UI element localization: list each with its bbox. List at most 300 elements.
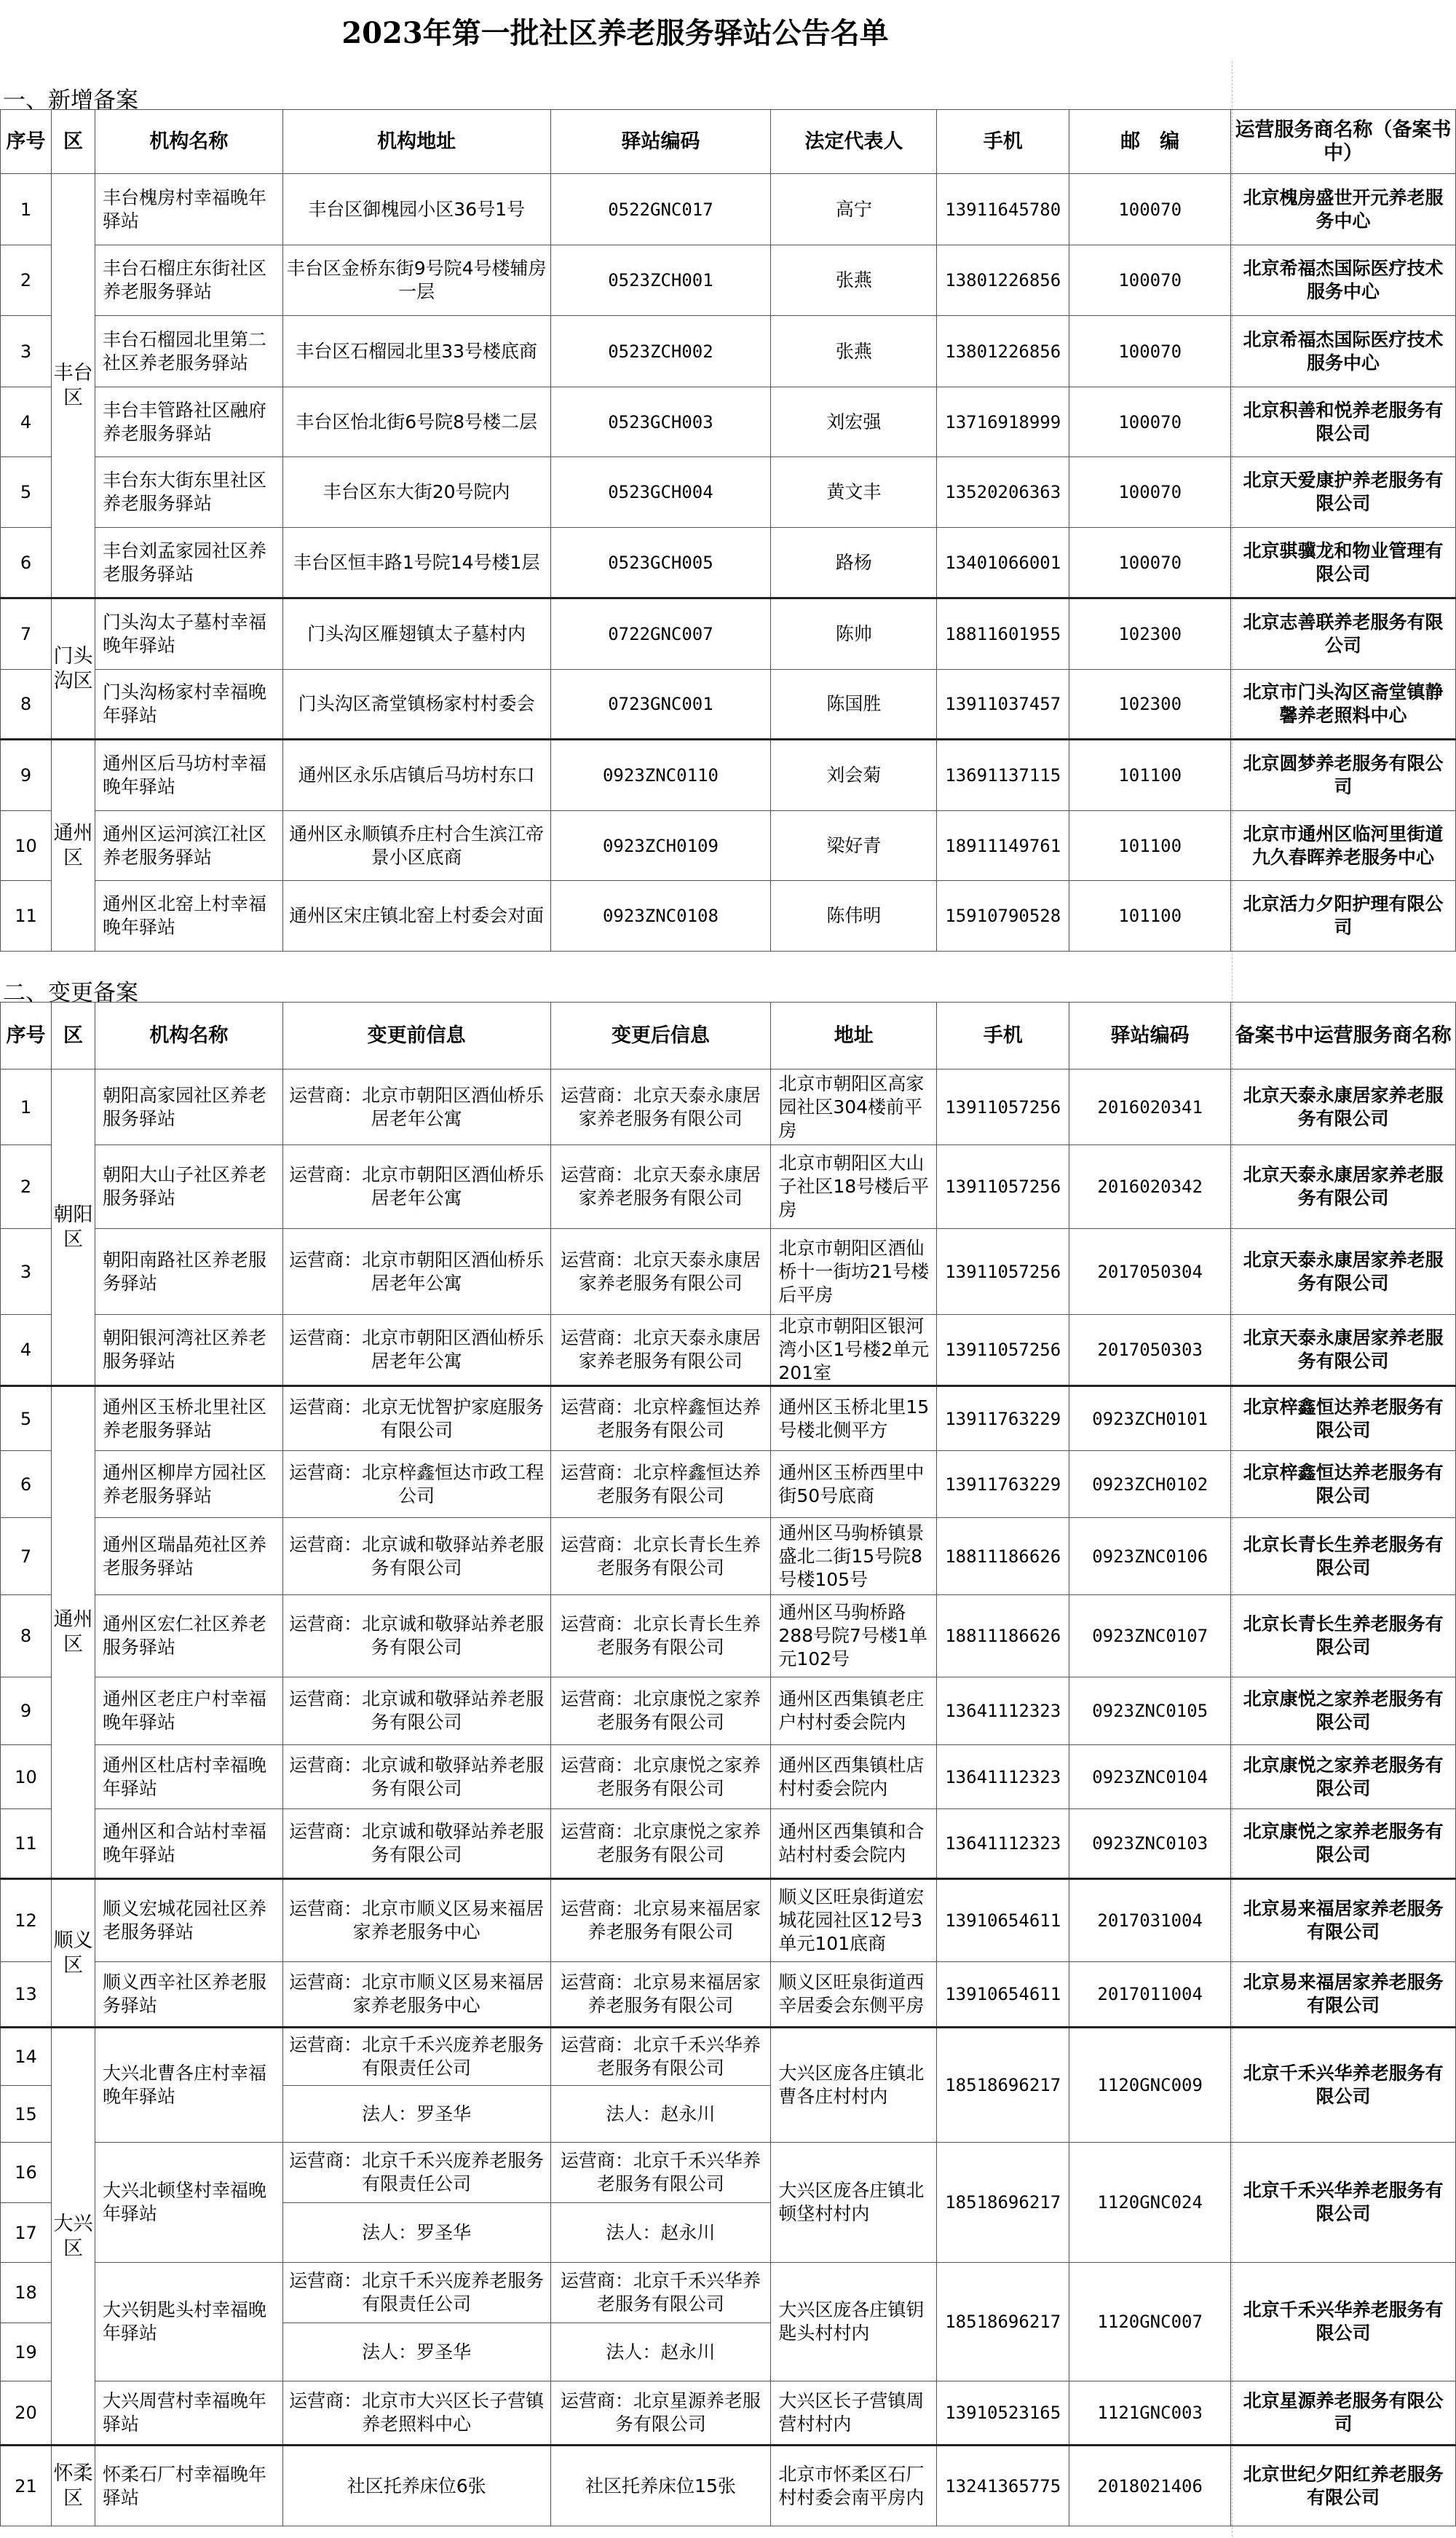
info-before-change: 运营商：北京诚和敬驿站养老服务有限公司 [282,1518,550,1595]
column-header: 手机 [937,110,1069,174]
postal-code: 101100 [1069,881,1231,952]
legal-representative: 陈帅 [771,598,937,670]
row-number: 6 [1,528,52,598]
info-before-change: 法人：罗圣华 [282,2086,550,2143]
station-code: 0523GCH004 [550,457,771,528]
column-header: 区 [51,110,95,174]
operator-name: 北京骐骥龙和物业管理有限公司 [1231,528,1456,598]
station-code: 2017011004 [1069,1962,1231,2028]
column-header: 地址 [771,1003,937,1070]
table-row [1,528,1456,598]
phone-number: 13911645780 [937,174,1069,245]
phone-number: 13910654611 [937,1879,1069,1962]
column-header: 备案书中运营服务商名称 [1231,1003,1456,1070]
phone-number: 18518696217 [937,2028,1069,2143]
station-code: 0923ZNC0103 [1069,1809,1231,1879]
district-cell: 丰台区 [51,174,95,598]
info-after-change: 运营商：北京长青长生养老服务有限公司 [550,1595,771,1677]
info-after-change: 运营商：北京千禾兴华养老服务有限公司 [550,2028,771,2086]
info-before-change: 运营商：北京诚和敬驿站养老服务有限公司 [282,1595,550,1677]
table-row [1,740,1456,811]
org-name: 通州区玉桥北里社区养老服务驿站 [95,1386,282,1451]
org-name: 门头沟太子墓村幸福晚年驿站 [95,598,282,670]
postal-code: 100070 [1069,528,1231,598]
legal-representative: 刘宏强 [771,387,937,457]
station-code: 0923ZNC0104 [1069,1745,1231,1809]
info-before-change: 法人：罗圣华 [282,2203,550,2263]
operator-name: 北京活力夕阳护理有限公司 [1231,881,1456,952]
org-address: 丰台区怡北街6号院8号楼二层 [282,387,550,457]
row-number: 4 [1,387,52,457]
table-row [1,457,1456,528]
column-header: 变更后信息 [550,1003,771,1070]
org-name: 怀柔石厂村幸福晚年驿站 [95,2446,282,2526]
org-name: 顺义西辛社区养老服务驿站 [95,1962,282,2028]
org-name: 通州区北窑上村幸福晚年驿站 [95,881,282,952]
row-number: 9 [1,740,52,811]
org-name: 丰台槐房村幸福晚年驿站 [95,174,282,245]
table-row [1,598,1456,670]
operator-name: 北京世纪夕阳红养老服务有限公司 [1231,2446,1456,2526]
station-code: 0923ZNC0105 [1069,1677,1231,1745]
station-address: 通州区玉桥西里中街50号底商 [771,1451,937,1518]
row-number: 17 [1,2203,52,2263]
phone-number: 13716918999 [937,387,1069,457]
district-cell: 通州区 [51,1386,95,1879]
phone-number: 18811186626 [937,1518,1069,1595]
row-number: 10 [1,811,52,881]
phone-number: 13520206363 [937,457,1069,528]
org-name: 丰台刘孟家园社区养老服务驿站 [95,528,282,598]
info-after-change: 运营商：北京梓鑫恒达养老服务有限公司 [550,1451,771,1518]
row-number: 20 [1,2381,52,2446]
row-number: 1 [1,1070,52,1145]
row-number: 13 [1,1962,52,2028]
info-before-change: 运营商：北京市朝阳区酒仙桥乐居老年公寓 [282,1229,550,1315]
operator-name: 北京天泰永康居家养老服务有限公司 [1231,1315,1456,1386]
org-name: 门头沟杨家村幸福晚年驿站 [95,670,282,740]
info-after-change: 运营商：北京千禾兴华养老服务有限公司 [550,2143,771,2203]
row-number: 3 [1,1229,52,1315]
column-header: 机构名称 [95,1003,282,1070]
station-code: 0923ZNC0107 [1069,1595,1231,1677]
table-row [1,1386,1456,1451]
legal-representative: 梁好青 [771,811,937,881]
district-cell: 怀柔区 [51,2446,95,2526]
table-row [1,1070,1456,1145]
station-address: 北京市朝阳区大山子社区18号楼后平房 [771,1145,937,1229]
station-code: 2017050304 [1069,1229,1231,1315]
district-cell: 大兴区 [51,2028,95,2446]
org-name: 丰台石榴园北里第二社区养老服务驿站 [95,316,282,387]
table-row [1,2263,1456,2323]
legal-representative: 张燕 [771,316,937,387]
info-after-change: 运营商：北京康悦之家养老服务有限公司 [550,1745,771,1809]
station-address: 大兴区庞各庄镇北曹各庄村村内 [771,2028,937,2143]
org-name: 朝阳高家园社区养老服务驿站 [95,1070,282,1145]
info-before-change: 社区托养床位6张 [282,2446,550,2526]
row-number: 2 [1,1145,52,1229]
station-address: 北京市朝阳区酒仙桥十一街坊21号楼后平房 [771,1229,937,1315]
org-name: 顺义宏城花园社区养老服务驿站 [95,1879,282,1962]
info-before-change: 运营商：北京市大兴区长子营镇养老照料中心 [282,2381,550,2446]
phone-number: 13911057256 [937,1070,1069,1145]
info-after-change: 运营商：北京长青长生养老服务有限公司 [550,1518,771,1595]
legal-representative: 黄文丰 [771,457,937,528]
info-after-change: 运营商：北京千禾兴华养老服务有限公司 [550,2263,771,2323]
district-cell: 通州区 [51,740,95,952]
station-code: 2017031004 [1069,1879,1231,1962]
phone-number: 13801226856 [937,245,1069,316]
info-before-change: 运营商：北京市顺义区易来福居家养老服务中心 [282,1962,550,2028]
org-name: 丰台丰管路社区融府养老服务驿站 [95,387,282,457]
info-after-change: 运营商：北京康悦之家养老服务有限公司 [550,1677,771,1745]
operator-name: 北京易来福居家养老服务有限公司 [1231,1879,1456,1962]
phone-number: 13911057256 [937,1145,1069,1229]
operator-name: 北京市通州区临河里街道九久春晖养老服务中心 [1231,811,1456,881]
row-number: 12 [1,1879,52,1962]
org-name: 通州区瑞晶苑社区养老服务驿站 [95,1518,282,1595]
table-row [1,245,1456,316]
station-code: 1120GNC009 [1069,2028,1231,2143]
org-name: 大兴钥匙头村幸福晚年驿站 [95,2263,282,2381]
column-header: 运营服务商名称（备案书中） [1231,110,1456,174]
station-code: 0522GNC017 [550,174,771,245]
row-number: 16 [1,2143,52,2203]
table-row [1,1745,1456,1809]
station-address: 顺义区旺泉街道西辛居委会东侧平房 [771,1962,937,2028]
operator-name: 北京积善和悦养老服务有限公司 [1231,387,1456,457]
station-code: 0923ZCH0101 [1069,1386,1231,1451]
phone-number: 13911037457 [937,670,1069,740]
station-address: 大兴区长子营镇周营村村内 [771,2381,937,2446]
operator-name: 北京长青长生养老服务有限公司 [1231,1518,1456,1595]
table-row [1,2028,1456,2086]
info-after-change: 运营商：北京天泰永康居家养老服务有限公司 [550,1070,771,1145]
station-code: 0523GCH003 [550,387,771,457]
phone-number: 18518696217 [937,2263,1069,2381]
info-after-change: 运营商：北京易来福居家养老服务有限公司 [550,1879,771,1962]
operator-name: 北京志善联养老服务有限公司 [1231,598,1456,670]
legal-representative: 刘会菊 [771,740,937,811]
org-name: 通州区后马坊村幸福晚年驿站 [95,740,282,811]
station-address: 大兴区庞各庄镇钥匙头村村内 [771,2263,937,2381]
phone-number: 13801226856 [937,316,1069,387]
station-code: 0923ZNC0106 [1069,1518,1231,1595]
legal-representative: 高宁 [771,174,937,245]
station-address: 大兴区庞各庄镇北顿垡村村内 [771,2143,937,2263]
legal-representative: 路杨 [771,528,937,598]
org-name: 通州区柳岸方园社区养老服务驿站 [95,1451,282,1518]
info-before-change: 运营商：北京诚和敬驿站养老服务有限公司 [282,1677,550,1745]
info-after-change: 运营商：北京星源养老服务有限公司 [550,2381,771,2446]
info-after-change: 运营商：北京康悦之家养老服务有限公司 [550,1809,771,1879]
table-row [1,2381,1456,2446]
info-after-change: 社区托养床位15张 [550,2446,771,2526]
org-address: 丰台区御槐园小区36号1号 [282,174,550,245]
phone-number: 13641112323 [937,1677,1069,1745]
phone-number: 18911149761 [937,811,1069,881]
station-address: 北京市朝阳区高家园社区304楼前平房 [771,1070,937,1145]
station-code: 0923ZCH0109 [550,811,771,881]
table-row [1,174,1456,245]
info-before-change: 运营商：北京市朝阳区酒仙桥乐居老年公寓 [282,1145,550,1229]
column-header: 驿站编码 [550,110,771,174]
info-before-change: 运营商：北京千禾兴庞养老服务有限责任公司 [282,2028,550,2086]
row-number: 7 [1,598,52,670]
org-name: 丰台石榴庄东街社区养老服务驿站 [95,245,282,316]
row-number: 7 [1,1518,52,1595]
info-after-change: 法人：赵永川 [550,2203,771,2263]
row-number: 11 [1,881,52,952]
operator-name: 北京康悦之家养老服务有限公司 [1231,1809,1456,1879]
postal-code: 100070 [1069,316,1231,387]
row-number: 1 [1,174,52,245]
phone-number: 18811186626 [937,1595,1069,1677]
info-before-change: 法人：罗圣华 [282,2323,550,2381]
table-row [1,1962,1456,2028]
station-code: 0722GNC007 [550,598,771,670]
postal-code: 101100 [1069,740,1231,811]
operator-name: 北京圆梦养老服务有限公司 [1231,740,1456,811]
operator-name: 北京天泰永康居家养老服务有限公司 [1231,1070,1456,1145]
column-header: 邮 编 [1069,110,1231,174]
row-number: 19 [1,2323,52,2381]
row-number: 6 [1,1451,52,1518]
column-header: 序号 [1,110,52,174]
column-header: 机构地址 [282,110,550,174]
row-number: 21 [1,2446,52,2526]
org-name: 丰台东大街东里社区养老服务驿站 [95,457,282,528]
operator-name: 北京易来福居家养老服务有限公司 [1231,1962,1456,2028]
org-address: 通州区永顺镇乔庄村合生滨江帝景小区底商 [282,811,550,881]
section-heading-new: 一、新增备案 [3,87,138,114]
org-address: 通州区永乐店镇后马坊村东口 [282,740,550,811]
table-row [1,1315,1456,1386]
org-address: 通州区宋庄镇北窑上村委会对面 [282,881,550,952]
phone-number: 13401066001 [937,528,1069,598]
phone-number: 13241365775 [937,2446,1069,2526]
station-code: 2017050303 [1069,1315,1231,1386]
station-address: 通州区玉桥北里15号楼北侧平方 [771,1386,937,1451]
station-code: 0923ZNC0108 [550,881,771,952]
table-row [1,811,1456,881]
station-code: 1120GNC024 [1069,2143,1231,2263]
org-name: 通州区运河滨江社区养老服务驿站 [95,811,282,881]
row-number: 8 [1,670,52,740]
org-name: 朝阳南路社区养老服务驿站 [95,1229,282,1315]
section-heading-changed: 二、变更备案 [3,980,138,1006]
org-address: 丰台区恒丰路1号院14号楼1层 [282,528,550,598]
operator-name: 北京天爱康护养老服务有限公司 [1231,457,1456,528]
operator-name: 北京天泰永康居家养老服务有限公司 [1231,1229,1456,1315]
info-before-change: 运营商：北京千禾兴庞养老服务有限责任公司 [282,2263,550,2323]
table-row [1,2446,1456,2526]
column-header: 区 [51,1003,95,1070]
phone-number: 13911057256 [937,1315,1069,1386]
column-header: 机构名称 [95,110,282,174]
column-header: 手机 [937,1003,1069,1070]
org-name: 大兴北顿垡村幸福晚年驿站 [95,2143,282,2263]
row-number: 14 [1,2028,52,2086]
station-code: 0923ZNC0110 [550,740,771,811]
operator-name: 北京康悦之家养老服务有限公司 [1231,1745,1456,1809]
operator-name: 北京梓鑫恒达养老服务有限公司 [1231,1451,1456,1518]
info-after-change: 法人：赵永川 [550,2323,771,2381]
info-before-change: 运营商：北京诚和敬驿站养老服务有限公司 [282,1745,550,1809]
station-code: 0523ZCH001 [550,245,771,316]
station-address: 通州区马驹桥镇景盛北二街15号院8号楼105号 [771,1518,937,1595]
station-code: 2016020342 [1069,1145,1231,1229]
info-after-change: 运营商：北京天泰永康居家养老服务有限公司 [550,1229,771,1315]
phone-number: 13641112323 [937,1809,1069,1879]
table-header-row [1,1003,1456,1070]
legal-representative: 陈国胜 [771,670,937,740]
org-name: 通州区杜店村幸福晚年驿站 [95,1745,282,1809]
district-cell: 门头沟区 [51,598,95,740]
postal-code: 100070 [1069,245,1231,316]
info-before-change: 运营商：北京无忧智护家庭服务有限公司 [282,1386,550,1451]
table-row [1,387,1456,457]
row-number: 3 [1,316,52,387]
phone-number: 13911763229 [937,1451,1069,1518]
phone-number: 13691137115 [937,740,1069,811]
phone-number: 13911763229 [937,1386,1069,1451]
row-number: 11 [1,1809,52,1879]
org-name: 通州区和合站村幸福晚年驿站 [95,1809,282,1879]
operator-name: 北京长青长生养老服务有限公司 [1231,1595,1456,1677]
legal-representative: 张燕 [771,245,937,316]
info-after-change: 运营商：北京天泰永康居家养老服务有限公司 [550,1145,771,1229]
operator-name: 北京星源养老服务有限公司 [1231,2381,1456,2446]
table-row [1,1145,1456,1229]
station-code: 0923ZCH0102 [1069,1451,1231,1518]
table-row [1,1595,1456,1677]
column-header: 变更前信息 [282,1003,550,1070]
table-row [1,1518,1456,1595]
district-cell: 朝阳区 [51,1070,95,1386]
changed-filing-table [0,1002,1456,2526]
org-name: 朝阳大山子社区养老服务驿站 [95,1145,282,1229]
station-code: 0523GCH005 [550,528,771,598]
row-number: 18 [1,2263,52,2323]
org-address: 门头沟区斋堂镇杨家村村委会 [282,670,550,740]
info-after-change: 运营商：北京天泰永康居家养老服务有限公司 [550,1315,771,1386]
row-number: 5 [1,1386,52,1451]
station-address: 通州区马驹桥路288号院7号楼1单元102号 [771,1595,937,1677]
phone-number: 13910654611 [937,1962,1069,2028]
phone-number: 18518696217 [937,2143,1069,2263]
column-header: 驿站编码 [1069,1003,1231,1070]
phone-number: 13911057256 [937,1229,1069,1315]
org-name: 朝阳银河湾社区养老服务驿站 [95,1315,282,1386]
org-name: 大兴周营村幸福晚年驿站 [95,2381,282,2446]
org-address: 门头沟区雁翅镇太子墓村内 [282,598,550,670]
info-before-change: 运营商：北京市朝阳区酒仙桥乐居老年公寓 [282,1070,550,1145]
operator-name: 北京天泰永康居家养老服务有限公司 [1231,1145,1456,1229]
operator-name: 北京槐房盛世开元养老服务中心 [1231,174,1456,245]
station-address: 通州区西集镇老庄户村村委会院内 [771,1677,937,1745]
org-name: 通州区老庄户村幸福晚年驿站 [95,1677,282,1745]
row-number: 4 [1,1315,52,1386]
table-row [1,1879,1456,1962]
station-code: 1120GNC007 [1069,2263,1231,2381]
table-row [1,881,1456,952]
table-row [1,316,1456,387]
table-row [1,1229,1456,1315]
info-after-change: 运营商：北京易来福居家养老服务有限公司 [550,1962,771,2028]
station-code: 2016020341 [1069,1070,1231,1145]
phone-number: 15910790528 [937,881,1069,952]
station-address: 北京市朝阳区银河湾小区1号楼2单元201室 [771,1315,937,1386]
district-cell: 顺义区 [51,1879,95,2028]
table-header-row [1,110,1456,174]
page-title: 2023年第一批社区养老服务驿站公告名单 [341,15,889,50]
postal-code: 102300 [1069,670,1231,740]
row-number: 15 [1,2086,52,2143]
operator-name: 北京千禾兴华养老服务有限公司 [1231,2263,1456,2381]
postal-code: 100070 [1069,174,1231,245]
operator-name: 北京千禾兴华养老服务有限公司 [1231,2143,1456,2263]
operator-name: 北京市门头沟区斋堂镇静馨养老照料中心 [1231,670,1456,740]
phone-number: 13641112323 [937,1745,1069,1809]
station-code: 1121GNC003 [1069,2381,1231,2446]
station-code: 2018021406 [1069,2446,1231,2526]
column-header: 法定代表人 [771,110,937,174]
column-header: 序号 [1,1003,52,1070]
row-number: 2 [1,245,52,316]
info-after-change: 运营商：北京梓鑫恒达养老服务有限公司 [550,1386,771,1451]
info-before-change: 运营商：北京千禾兴庞养老服务有限责任公司 [282,2143,550,2203]
operator-name: 北京希福杰国际医疗技术服务中心 [1231,316,1456,387]
postal-code: 101100 [1069,811,1231,881]
operator-name: 北京希福杰国际医疗技术服务中心 [1231,245,1456,316]
org-name: 大兴北曹各庄村幸福晚年驿站 [95,2028,282,2143]
row-number: 9 [1,1677,52,1745]
postal-code: 100070 [1069,457,1231,528]
station-code: 0523ZCH002 [550,316,771,387]
operator-name: 北京梓鑫恒达养老服务有限公司 [1231,1386,1456,1451]
postal-code: 100070 [1069,387,1231,457]
legal-representative: 陈伟明 [771,881,937,952]
station-address: 通州区西集镇和合站村村委会院内 [771,1809,937,1879]
phone-number: 18811601955 [937,598,1069,670]
row-number: 10 [1,1745,52,1809]
row-number: 8 [1,1595,52,1677]
table-row [1,1677,1456,1745]
operator-name: 北京千禾兴华养老服务有限公司 [1231,2028,1456,2143]
info-before-change: 运营商：北京市朝阳区酒仙桥乐居老年公寓 [282,1315,550,1386]
table-row [1,1451,1456,1518]
org-address: 丰台区东大街20号院内 [282,457,550,528]
table-row [1,1809,1456,1879]
new-filing-table [0,109,1456,952]
station-address: 顺义区旺泉街道宏城花园社区12号3单元101底商 [771,1879,937,1962]
info-after-change: 法人：赵永川 [550,2086,771,2143]
postal-code: 102300 [1069,598,1231,670]
operator-name: 北京康悦之家养老服务有限公司 [1231,1677,1456,1745]
info-before-change: 运营商：北京诚和敬驿站养老服务有限公司 [282,1809,550,1879]
station-code: 0723GNC001 [550,670,771,740]
info-before-change: 运营商：北京梓鑫恒达市政工程公司 [282,1451,550,1518]
table-row [1,670,1456,740]
row-number: 5 [1,457,52,528]
org-address: 丰台区金桥东街9号院4号楼辅房一层 [282,245,550,316]
station-address: 通州区西集镇杜店村村委会院内 [771,1745,937,1809]
org-name: 通州区宏仁社区养老服务驿站 [95,1595,282,1677]
phone-number: 13910523165 [937,2381,1069,2446]
station-address: 北京市怀柔区石厂村村委会南平房内 [771,2446,937,2526]
